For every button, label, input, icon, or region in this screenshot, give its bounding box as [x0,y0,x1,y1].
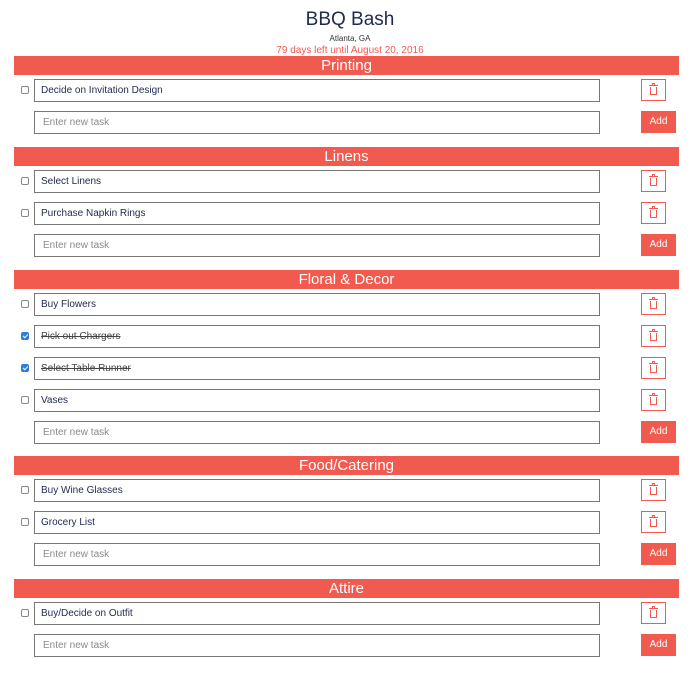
page-header [0,0,700,57]
task-row [14,198,679,230]
event-countdown: 79 days left until August 20, 2016 [276,45,424,56]
delete-task-button[interactable] [641,389,666,411]
task-row [14,353,679,385]
add-task-button[interactable]: Add [641,421,676,443]
trash-icon [650,176,657,186]
task-checkbox[interactable] [21,518,29,526]
delete-task-button[interactable] [641,602,666,624]
new-task-input[interactable] [34,421,600,444]
trash-icon [650,485,657,495]
trash-icon [650,363,657,373]
section-attire [14,579,679,662]
trash-icon [650,85,657,95]
task-field[interactable]: Buy Flowers [34,293,600,316]
task-field[interactable]: Grocery List [34,511,600,534]
new-task-input[interactable] [34,543,600,566]
new-task-row [14,107,679,139]
task-checkbox[interactable] [21,332,29,340]
task-checkbox[interactable] [21,177,29,185]
task-field[interactable]: Pick out Chargers [34,325,600,348]
section-title: Floral & Decor [14,270,679,289]
task-row [14,289,679,321]
task-field[interactable]: Select Table Runner [34,357,600,380]
section-floral-decor [14,270,679,449]
task-field[interactable]: Select Linens [34,170,600,193]
delete-task-button[interactable] [641,325,666,347]
task-field[interactable]: Buy/Decide on Outfit [34,602,600,625]
event-title: BBQ Bash [305,9,395,30]
section-title: Linens [14,147,679,166]
task-field[interactable]: Buy Wine Glasses [34,479,600,502]
event-location: Atlanta, GA [329,34,371,43]
task-checkbox[interactable] [21,364,29,372]
task-row [14,321,679,353]
new-task-row [14,630,679,662]
trash-icon [650,208,657,218]
delete-task-button[interactable] [641,202,666,224]
trash-icon [650,517,657,527]
new-task-row [14,539,679,571]
section-title: Printing [14,56,679,75]
delete-task-button[interactable] [641,479,666,501]
task-checkbox[interactable] [21,396,29,404]
task-row [14,385,679,417]
section-title: Food/Catering [14,456,679,475]
section-food-catering [14,456,679,571]
new-task-row [14,417,679,449]
task-field[interactable]: Decide on Invitation Design [34,79,600,102]
add-task-button[interactable]: Add [641,234,676,256]
task-row [14,166,679,198]
task-checkbox[interactable] [21,486,29,494]
task-checkbox[interactable] [21,300,29,308]
new-task-row [14,230,679,262]
task-row [14,75,679,107]
add-task-button[interactable]: Add [641,111,676,133]
task-field[interactable]: Vases [34,389,600,412]
delete-task-button[interactable] [641,79,666,101]
task-checkbox[interactable] [21,209,29,217]
task-field[interactable]: Purchase Napkin Rings [34,202,600,225]
delete-task-button[interactable] [641,357,666,379]
delete-task-button[interactable] [641,511,666,533]
add-task-button[interactable]: Add [641,634,676,656]
trash-icon [650,299,657,309]
task-row [14,507,679,539]
task-checkbox[interactable] [21,86,29,94]
delete-task-button[interactable] [641,170,666,192]
trash-icon [650,608,657,618]
section-title: Attire [14,579,679,598]
delete-task-button[interactable] [641,293,666,315]
task-row [14,598,679,630]
new-task-input[interactable] [34,111,600,134]
trash-icon [650,331,657,341]
add-task-button[interactable]: Add [641,543,676,565]
trash-icon [650,395,657,405]
section-printing [14,56,679,139]
section-linens [14,147,679,262]
new-task-input[interactable] [34,634,600,657]
task-row [14,475,679,507]
task-checkbox[interactable] [21,609,29,617]
new-task-input[interactable] [34,234,600,257]
